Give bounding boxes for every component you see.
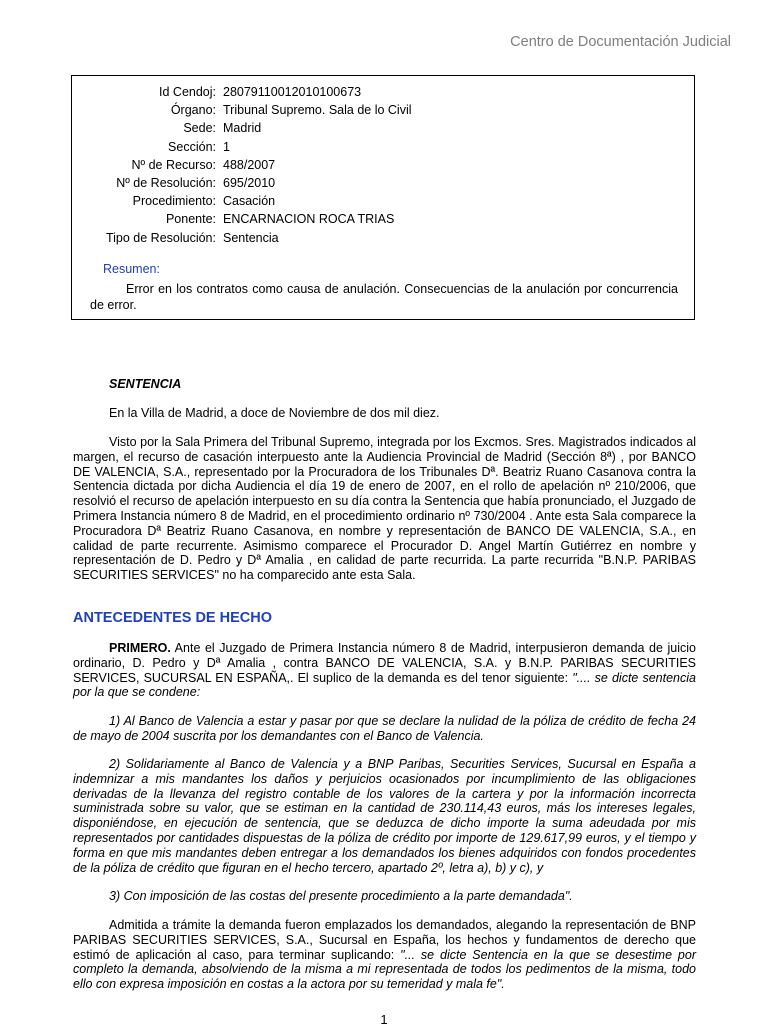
paragraph-suplico-1: 1) Al Banco de Valencia a estar y pasar por que se declare la nulidad de la póliza de crédito de fecha 24 de mayo de 2004 suscrita por los demandantes con el Banco de Valencia. — [73, 714, 696, 743]
meta-value: Sentencia — [223, 230, 279, 245]
document-title: SENTENCIA — [109, 377, 182, 391]
meta-label: Id Cendoj: — [159, 85, 216, 99]
meta-value: 28079110012010100673 — [223, 85, 362, 99]
meta-label: Órgano: — [170, 103, 216, 118]
paragraph-visto: Visto por la Sala Primera del Tribunal Supremo, integrada por los Excmos. Sres. Magistrados indicados al margen, el recurso de casación interpuesto ante la Audiencia Provincial de Madrid (Sección 8ª) , por BANCO DE VALENCIA, S.A., representado por la Procuradora de los Tribunales Dª. Beatriz Ruano Casanova contra la Sentencia dictada por dicha Audiencia el día 19 de enero de 2007, en el rollo de apelación nº 210/2006, que resolvió el recurso de apelación interpuesto en su día contra la Sentencia que había pronunciado, el Juzgado de Primera Instancia número 8 de Madrid, en el procedimiento ordinario nº 730/2004 . Ante esta Sala comparece la Procuradora Dª Beatriz Ruano Casanova, en nombre y representación de BANCO DE VALENCIA, S.A., en calidad de parte recurrente. Asimismo comparece el Procurador D. Angel Martín Gutiérrez en nombre y representación de D. Pedro y Dª Amalia , en calidad de parte recurrida. La parte recurrida "B.N.P. PARIBAS SECURITIES SERVICES" no ha comparecido ante esta Sala. — [73, 435, 696, 583]
section-heading-antecedentes: ANTECEDENTES DE HECHO — [73, 610, 272, 626]
resumen-text: Error en los contratos como causa de anulación. Consecuencias de la anulación por concurrencia de error. — [90, 282, 678, 312]
meta-row-id-cendoj — [72, 83, 412, 101]
meta-value: Casación — [223, 194, 276, 209]
meta-row-tipo-resolucion — [72, 229, 412, 247]
metadata-box — [71, 75, 695, 320]
paragraph-suplico-2: 2) Solidariamente al Banco de Valencia y a BNP Paribas, Securities Services, Sucursal en España a indemnizar a mis mandantes los daños y perjuicios ocasionados por incumplimiento de las obligaciones derivadas de la llevanza del registro contable de los valores de la cartera y por la información incorrecta suministrada sobre su valor, que se estiman en la cantidad de 230.114,43 euros, más los intereses legales, disponiéndose, en ejecución de sentencia, que se deduzca de dicho importe la suma adeudada por mis representados por cantidades dispuestas de la póliza de crédito por importe de 129.617,99 euros, y el tiempo y forma en que mis mandantes deben entregar a los demandados los bienes adquiridos con fondos procedentes de la póliza de crédito que figuran en el hecho tercero, apartado 2º, letra a), b) y c), y — [73, 757, 696, 875]
primero-italic: ".... se dicte sentencia por la que se condene: — [73, 670, 696, 700]
meta-label: Tipo de Resolución: — [105, 230, 216, 245]
paragraph-admitida — [73, 918, 696, 992]
admitida-text: Admitida a trámite la demanda fueron emplazados los demandados, alegando la representación de BNP PARIBAS SECURITIES SERVICES, S.A., Sucursal en España, los hechos y fundamentos de derecho que estimó de aplicación al caso, para terminar suplicando: — [73, 918, 696, 962]
meta-value: 1 — [223, 139, 230, 154]
meta-row-sede — [72, 119, 412, 137]
meta-label: Sección: — [168, 139, 216, 154]
meta-label: Procedimiento: — [132, 194, 216, 209]
page-number: 1 — [380, 1012, 388, 1027]
paragraph-suplico-3: 3) Con imposición de las costas del presente procedimiento a la parte demandada". — [109, 889, 573, 903]
meta-row-ponente — [72, 210, 412, 228]
paragraph-date: En la Villa de Madrid, a doce de Noviembre de dos mil diez. — [109, 406, 440, 420]
meta-label: Ponente: — [165, 212, 216, 227]
meta-value: 488/2007 — [223, 157, 276, 172]
meta-label: Nº de Resolución: — [116, 176, 216, 191]
primero-lead: PRIMERO. — [109, 641, 171, 655]
meta-row-recurso — [72, 156, 412, 174]
meta-label: Sede: — [183, 121, 216, 136]
admitida-italic: "... se dicte Sentencia en la que se desestime por completo la demanda, absolviendo de la misma a mi representada de todos los pedimentos de la misma, todo ello con expresa imposición en costas a la actora por su temeridad y mala fe". — [73, 947, 696, 992]
meta-row-organo — [72, 101, 412, 119]
primero-text: Ante el Juzgado de Primera Instancia número 8 de Madrid, interpusieron demanda de juicio ordinario, D. Pedro y Dª Amalia , contra BANCO DE VALENCIA, S.A. y B.N.P. PARIBAS SECURITIES SERVICES, SUCURSAL EN ESPAÑA,. El suplico de la demanda es del tenor siguiente: — [73, 641, 696, 685]
meta-value: 695/2010 — [223, 176, 276, 191]
meta-value: ENCARNACION ROCA TRIAS — [223, 212, 395, 227]
meta-row-resolucion — [72, 174, 412, 192]
meta-value: Madrid — [223, 121, 262, 136]
meta-row-seccion — [72, 138, 412, 156]
meta-value: Tribunal Supremo. Sala de lo Civil — [223, 103, 412, 118]
paragraph-primero — [73, 641, 696, 700]
metadata-table — [72, 83, 412, 247]
header-org: Centro de Documentación Judicial — [510, 34, 731, 50]
meta-label: Nº de Recurso: — [131, 157, 216, 172]
resumen-label: Resumen: — [103, 262, 160, 276]
meta-row-procedimiento — [72, 192, 412, 210]
